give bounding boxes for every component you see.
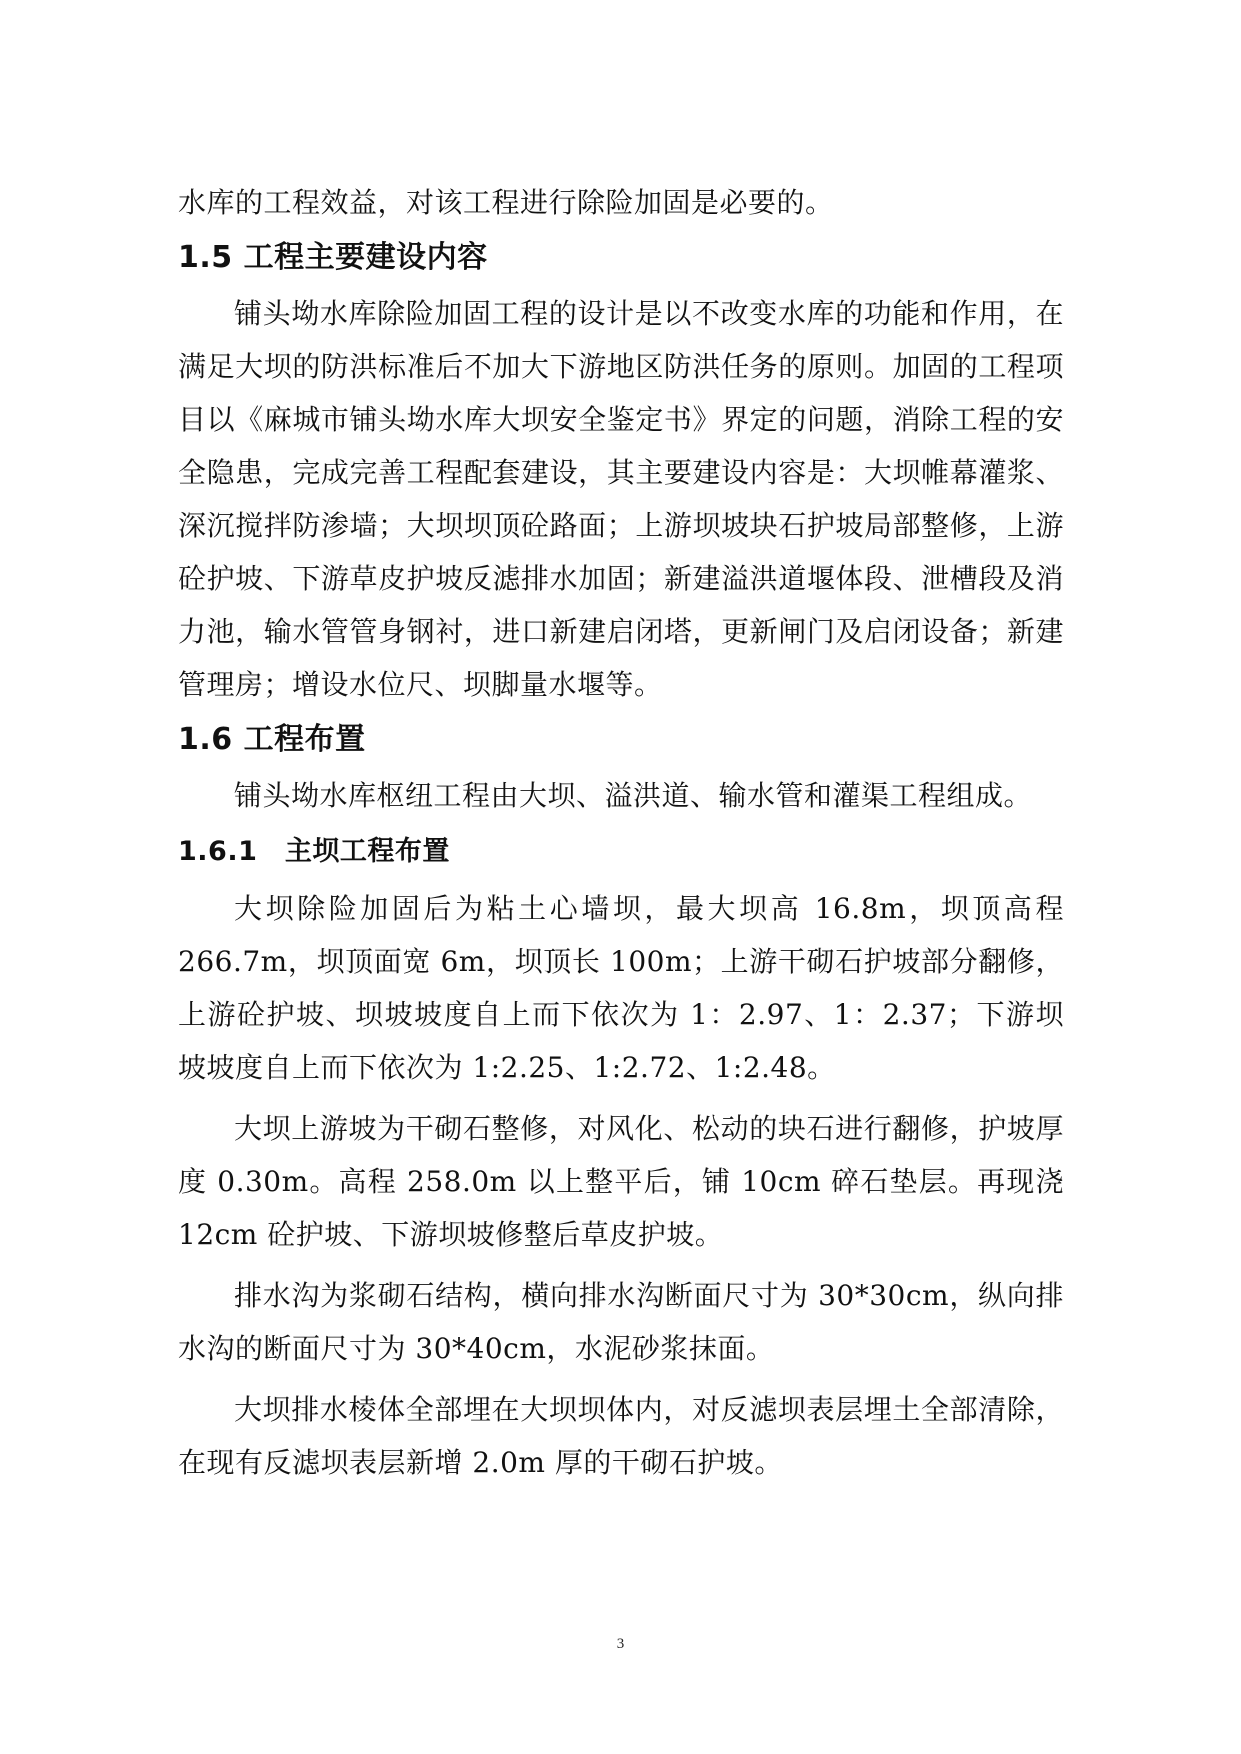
page-number: 3	[616, 1636, 625, 1652]
paragraph-dam-layout: 大坝除险加固后为粘土心墙坝，最大坝高 16.8m，坝顶高程 266.7m，坝顶面宽 6m，坝顶长 100m；上游干砌石护坡部分翻修，上游砼护坡、坝坡坡度自上而下依次为 1：2.97、1：2.37；下游坝坡坡度自上而下依次为 1:2.25、1:2.72、1:2.48。	[178, 892, 1064, 1084]
paragraph-gap	[178, 1261, 1064, 1269]
page-body	[178, 176, 1064, 1489]
paragraph-project-composition: 铺头坳水库枢纽工程由大坝、溢洪道、输水管和灌渠工程组成。	[234, 779, 1033, 812]
section-heading-1-6: 1.6 工程布置	[178, 722, 366, 757]
subsection-heading-1-6-1: 1.6.1 主坝工程布置	[178, 836, 450, 867]
paragraph-drainage-ditch: 排水沟为浆砌石结构，横向排水沟断面尺寸为 30*30cm，纵向排水沟的断面尺寸为 30*40cm，水泥砂浆抹面。	[178, 1279, 1064, 1365]
paragraph-continuation: 水库的工程效益，对该工程进行除险加固是必要的。	[178, 186, 834, 219]
section-heading-1-5: 1.5 工程主要建设内容	[178, 240, 488, 275]
paragraph-construction-content: 铺头坳水库除险加固工程的设计是以不改变水库的功能和作用，在满足大坝的防洪标准后不加大下游地区防洪任务的原则。加固的工程项目以《麻城市铺头坳水库大坝安全鉴定书》界定的问题，消除工程的安全隐患，完成完善工程配套建设，其主要建设内容是：大坝帷幕灌浆、深沉搅拌防渗墙；大坝坝顶砼路面；上游坝坡块石护坡局部整修，上游砼护坡、下游草皮护坡反滤排水加固；新建溢洪道堰体段、泄槽段及消力池，输水管管身钢衬，进口新建启闭塔，更新闸门及启闭设备；新建管理房；增设水位尺、坝脚量水堰等。	[178, 297, 1064, 701]
paragraph-gap	[178, 1094, 1064, 1102]
paragraph-upstream-slope: 大坝上游坡为干砌石整修，对风化、松动的块石进行翻修，护坡厚度 0.30m。高程 258.0m 以上整平后，铺 10cm 碎石垫层。再现浇 12cm 砼护坡、下游坝坡修整后草皮护坡。	[178, 1112, 1064, 1251]
paragraph-drainage-prism: 大坝排水棱体全部埋在大坝坝体内，对反滤坝表层埋土全部清除，在现有反滤坝表层新增 2.0m 厚的干砌石护坡。	[178, 1393, 1064, 1479]
paragraph-gap	[178, 1375, 1064, 1383]
